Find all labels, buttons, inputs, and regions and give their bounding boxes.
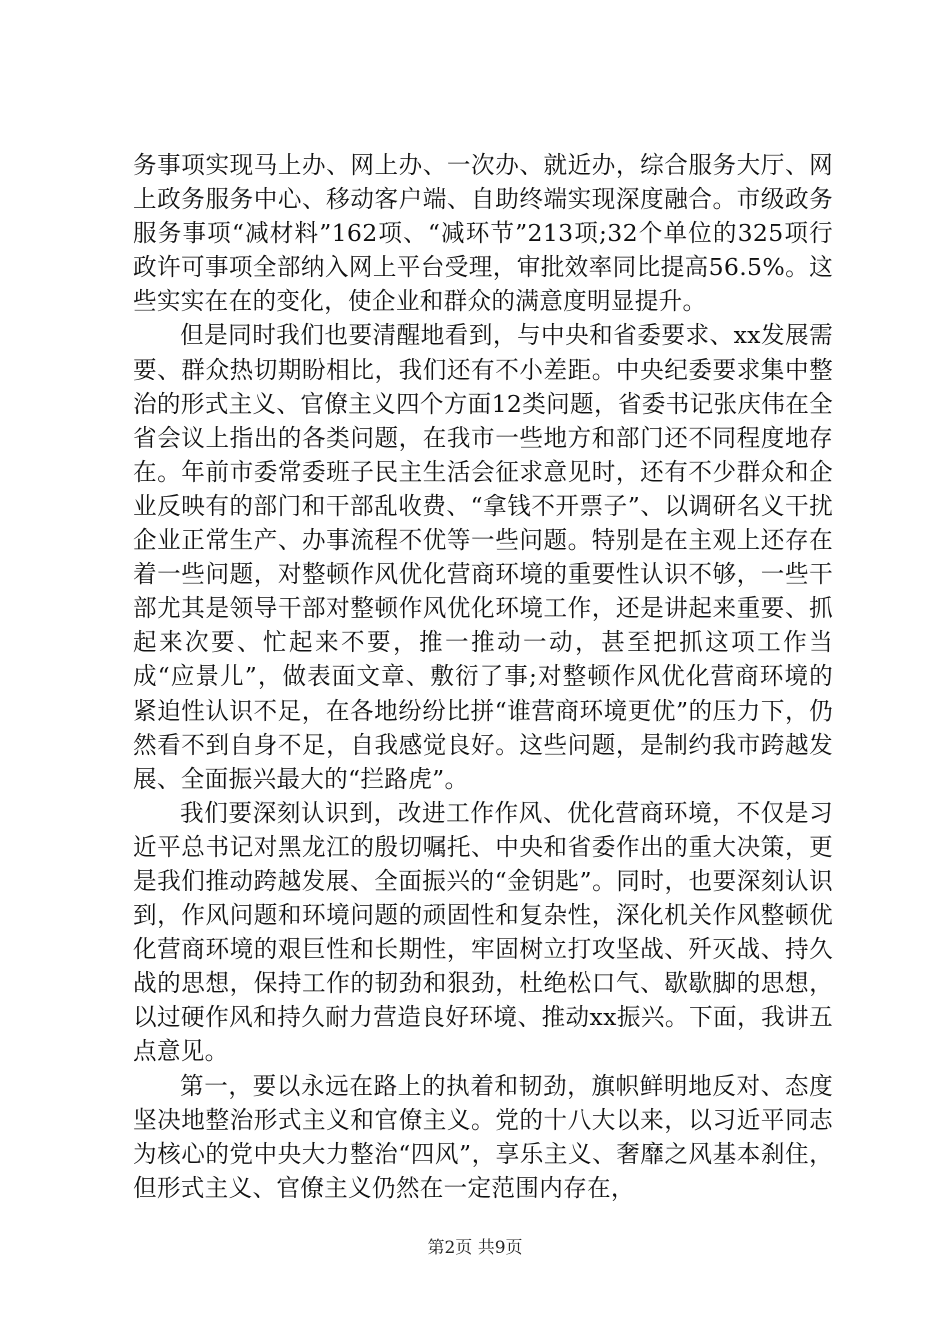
document-body [133,148,833,1205]
paragraph-point-one: 第一，要以永远在路上的执着和韧劲，旗帜鲜明地反对、态度坚决地整治形式主义和官僚主义。党的十八大以来，以习近平同志为核心的党中央大力整治“四风”，享乐主义、奢靡之风基本刹住，但形式主义、官僚主义仍然在一定范围内存在， [133,1071,833,1202]
paragraph-continued: 务事项实现马上办、网上办、一次办、就近办，综合服务大厅、网上政务服务中心、移动客户端、自助终端实现深度融合。市级政务服务事项“减材料”162项、“减环节”213项;32个单位的325项行政许可事项全部纳入网上平台受理，审批效率同比提高56.5%。这些实实在在的变化，使企业和群众的满意度明显提升。 [133,151,833,316]
paragraph-deep-understanding: 我们要深刻认识到，改进工作作风、优化营商环境，不仅是习近平总书记对黑龙江的殷切嘱托、中央和省委作出的重大决策，更是我们推动跨越发展、全面振兴的“金钥匙”。同时，也要深刻认识到，作风问题和环境问题的顽固性和复杂性，深化机关作风整顿优化营商环境的艰巨性和长期性，牢固树立打攻坚战、歼灭战、持久战的思想，保持工作的韧劲和狠劲，杜绝松口气、歇歇脚的思想，以过硬作风和持久耐力营造良好环境、推动xx振兴。下面，我讲五点意见。 [133,798,833,1066]
page-number-footer: 第2页 共9页 [427,1238,523,1258]
paragraph-gap-analysis: 但是同时我们也要清醒地看到，与中央和省委要求、xx发展需要、群众热切期盼相比，我们还有不小差距。中央纪委要求集中整治的形式主义、官僚主义四个方面12类问题，省委书记张庆伟在全省会议上指出的各类问题，在我市一些地方和部门还不同程度地存在。年前市委常委班子民主生活会征求意见时，还有不少群众和企业反映有的部门和干部乱收费、“拿钱不开票子”、以调研名义干扰企业正常生产、办事流程不优等一些问题。特别是在主观上还存在着一些问题，对整顿作风优化营商环境的重要性认识不够，一些干部尤其是领导干部对整顿作风优化环境工作，还是讲起来重要、抓起来次要、忙起来不要，推一推动一动，甚至把抓这项工作当成“应景儿”，做表面文章、敷衍了事;对整顿作风优化营商环境的紧迫性认识不足，在各地纷纷比拼“谁营商环境更优”的压力下，仍然看不到自身不足，自我感觉良好。这些问题，是制约我市跨越发展、全面振兴最大的“拦路虎”。 [133,321,833,793]
